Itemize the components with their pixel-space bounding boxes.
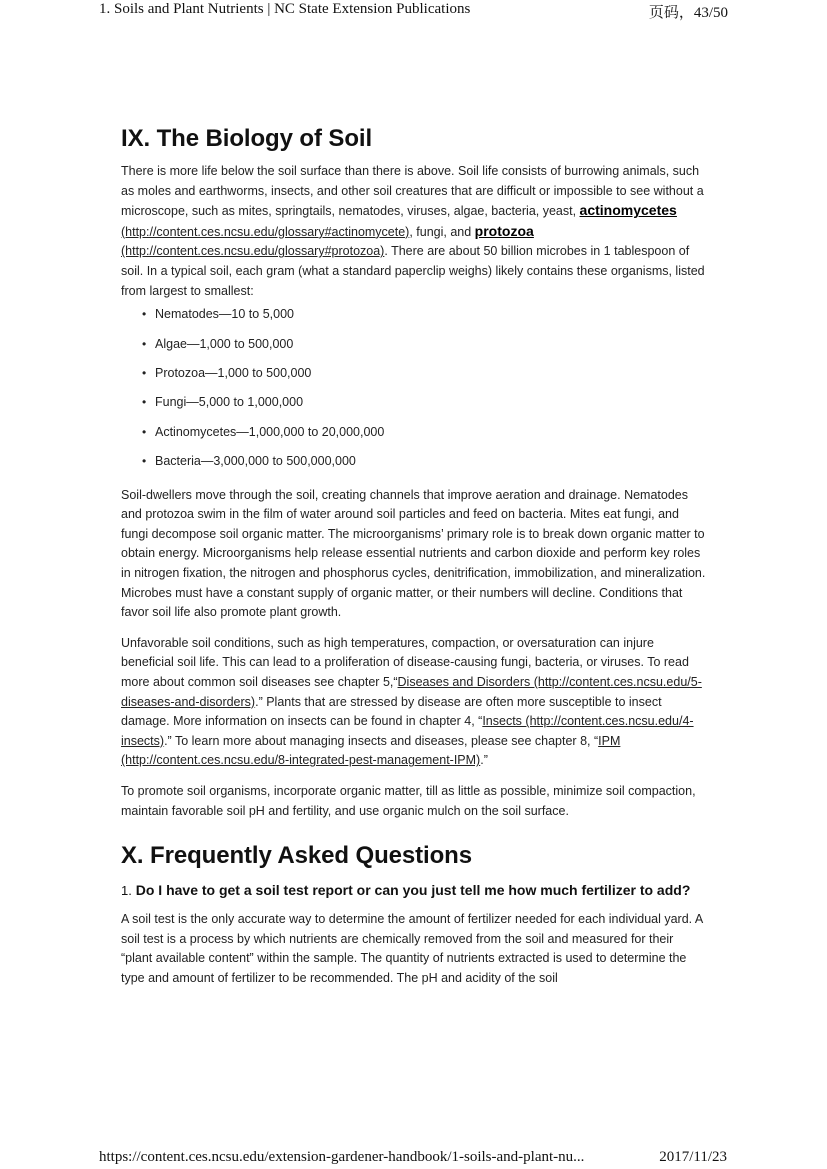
- bullet-icon: •: [142, 336, 147, 351]
- protozoa-term: protozoa: [474, 222, 534, 239]
- intro-text-3: . There are about 50 billion microbes in 1 tablespoon of soil. In a typical soil, each gram (what a standard paperclip weighs) likely contains these organisms, listed from largest to smallest:: [121, 244, 705, 298]
- list-item: • Protozoa—1,000 to 500,000: [121, 364, 707, 384]
- footer-url: https://content.ces.ncsu.edu/extension-gardener-handbook/1-soils-and-plant-nu...: [99, 1149, 585, 1165]
- protozoa-url: (http://content.ces.ncsu.edu/glossary#protozoa): [121, 244, 385, 259]
- list-item: • Algae—1,000 to 500,000: [121, 335, 707, 355]
- soil-dwellers-paragraph: Soil-dwellers move through the soil, creating channels that improve aeration and drainage. Nematodes and protozoa swim in the film of water around soil particles and feed on bacteria. Mites eat fungi, and fungi decompose soil organic matter. The microorganisms’ primary role is to break down organic matter to obtain energy. Microorganisms help release essential nutrients and carbon dioxide and perform key roles in nitrogen fixation, the nitrogen and phosphorus cycles, denitrification, immobilization, and mineralization. Microbes must have a constant supply of organic matter, or their numbers will decline. Conditions that favor soil life also promote plant growth.: [121, 487, 706, 620]
- promote-organisms-paragraph: To promote soil organisms, incorporate organic matter, till as little as possible, minimize soil compaction, maintain favorable soil pH and fertility, and use organic mulch on the soil surface.: [121, 784, 696, 818]
- footer-date: 2017/11/23: [659, 1149, 727, 1165]
- ipm-link[interactable]: IPM (http://content.ces.ncsu.edu/8-integrated-pest-management-IPM): [121, 733, 621, 768]
- bullet-icon: •: [142, 365, 147, 380]
- faq-answer-1: A soil test is the only accurate way to determine the amount of fertilizer needed for each individual yard. A soil test is a process by which nutrients are chemically removed from the soil and measured for their “plant available content” within the sample. The quantity of nutrients extracted is used to determine the type and amount of fertilizer to be recommended. The pH and acidity of the soil: [121, 912, 703, 985]
- bullet-icon: •: [142, 395, 147, 410]
- bullet-icon: •: [142, 307, 147, 322]
- question-number: 1.: [121, 883, 132, 899]
- list-item: • Bacteria—3,000,000 to 500,000,000: [121, 452, 707, 472]
- article-content: [121, 122, 707, 989]
- unfavorable-conditions-paragraph: Unfavorable soil conditions, such as high temperatures, compaction, or oversaturation can injure beneficial soil life. This can lead to a proliferation of disease-causing fungi, bacteria, or viruses. To read more about common soil diseases see chapter 5,“Diseases and Disorders (http://content.ces.ncsu.edu/5-diseases-and-disorders).” Plants that are stressed by disease are often more susceptible to insect damage. More information on insects can be found in chapter 4, “Insects (http://content.ces.ncsu.edu/4-insects).” To learn more about managing insects and diseases, please see chapter 8, “IPM (http://content.ces.ncsu.edu/8-integrated-pest-management-IPM).”: [121, 635, 702, 768]
- bullet-icon: •: [142, 454, 147, 469]
- list-item: • Fungi—5,000 to 1,000,000: [121, 393, 707, 413]
- list-item: • Nematodes—10 to 5,000: [121, 305, 707, 325]
- header-title: 1. Soils and Plant Nutrients | NC State Extension Publications: [99, 1, 471, 17]
- print-header: [0, 0, 827, 24]
- diseases-disorders-link[interactable]: Diseases and Disorders (http://content.ces.ncsu.edu/5-diseases-and-disorders): [121, 675, 702, 709]
- faq-question-1: [121, 879, 707, 902]
- print-footer: [0, 1147, 827, 1169]
- bullet-icon: •: [142, 424, 147, 439]
- insects-link[interactable]: Insects (http://content.ces.ncsu.edu/4-insects): [121, 714, 694, 748]
- actinomycetes-url: (http://content.ces.ncsu.edu/glossary#actinomycete): [121, 224, 410, 239]
- list-item: • Actinomycetes—1,000,000 to 20,000,000: [121, 423, 707, 443]
- section-heading-biology: IX. The Biology of Soil: [121, 125, 373, 152]
- intro-paragraph: [121, 162, 707, 301]
- question-text: Do I have to get a soil test report or can you just tell me how much fertilizer to add?: [135, 882, 691, 899]
- organism-list: [121, 305, 707, 472]
- section-heading-faq: X. Frequently Asked Questions: [121, 842, 472, 870]
- header-page-indicator: 页码，43/50: [648, 5, 728, 21]
- intro-text-1: There is more life below the soil surface than there is above. Soil life consists of burrowing animals, such as moles and earthworms, insects, and other soil creatures that are difficult or impossible to see without a microscope, such as mites, springtails, nematodes, viruses, algae, bacteria, yeast,: [121, 164, 704, 219]
- actinomycetes-term: actinomycetes: [579, 202, 677, 219]
- intro-text-2: , fungi, and: [409, 224, 475, 239]
